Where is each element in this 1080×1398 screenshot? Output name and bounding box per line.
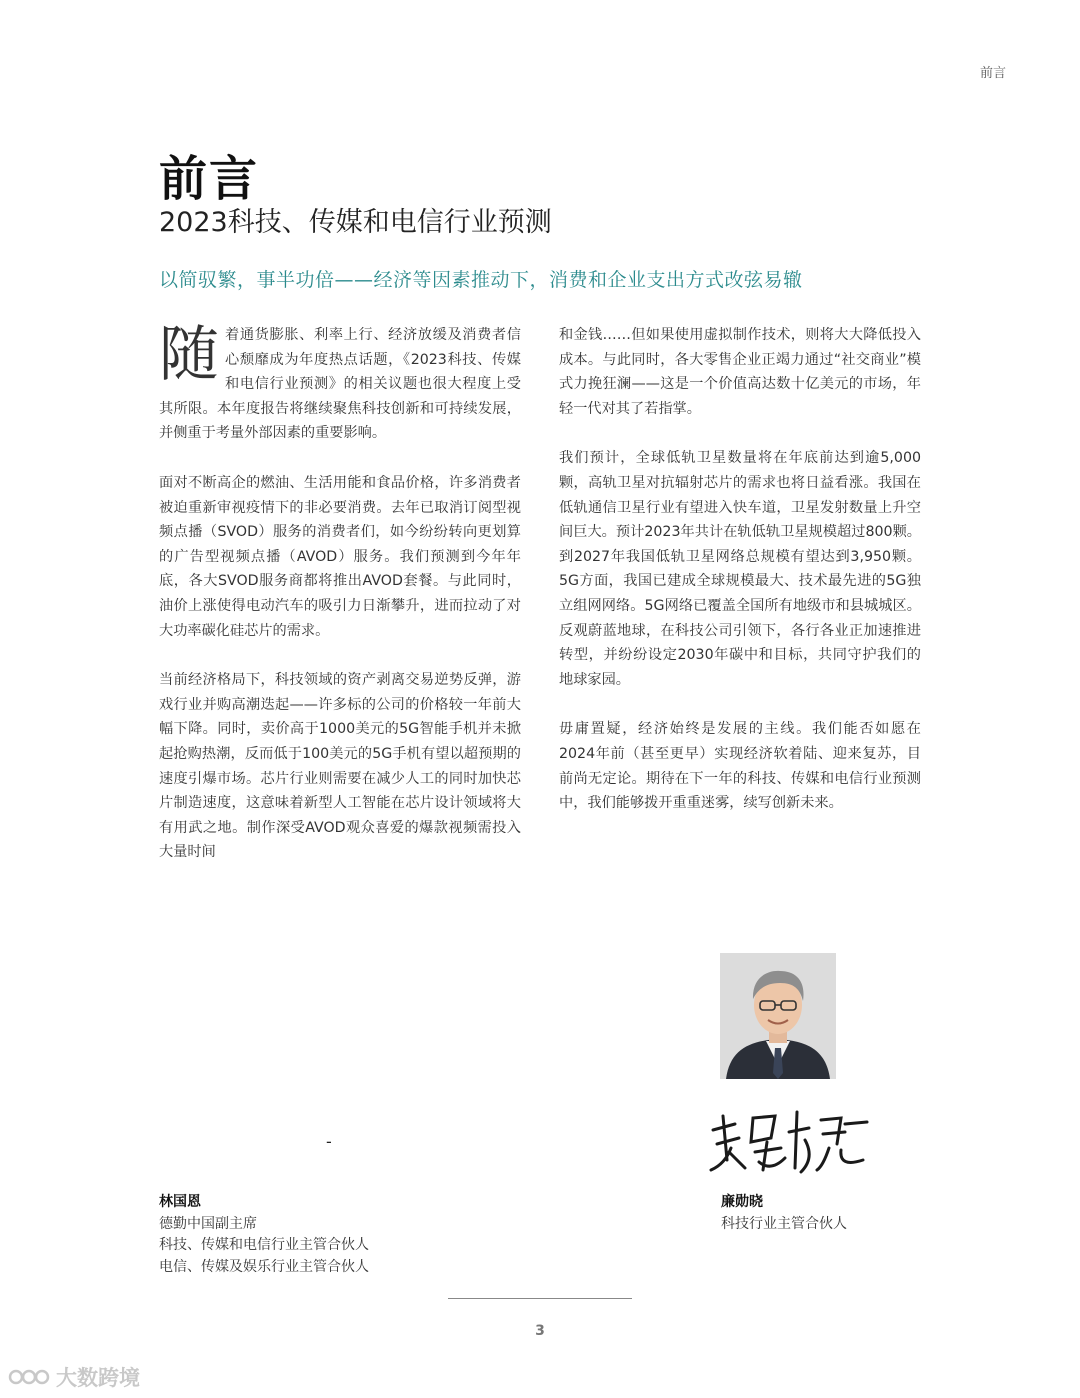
- signatory-name: 廉勋晓: [721, 1194, 763, 1210]
- paragraph: 和金钱……但如果使用虚拟制作技术，则将大大降低投入成本。与此同时，各大零售企业正竭力通过“社交商业”模式力挽狂澜——这是一个价值高达数十亿美元的市场，年轻一代对其了若指掌。: [559, 327, 921, 417]
- page-subtitle: 2023科技、传媒和电信行业预测: [159, 207, 552, 238]
- page-number: 3: [535, 1323, 545, 1339]
- left-column: [159, 320, 521, 890]
- portrait-illustration: [720, 953, 836, 1079]
- signatory-title: 德勤中国副主席: [159, 1215, 257, 1232]
- page-title: 前言: [159, 151, 260, 207]
- paragraph: [159, 320, 521, 446]
- paragraph: 毋庸置疑，经济始终是发展的主线。我们能否如愿在2024年前（甚至更早）实现经济软着陆、迎来复苏，目前尚无定论。期待在下一年的科技、传媒和电信行业预测中，我们能够拨开重重迷雾，续写创新未来。: [559, 721, 921, 812]
- paragraph: 我们预计，全球低轨卫星数量将在年底前达到逾5,000颗，高轨卫星对抗辐射芯片的需求也将日益看涨。我国在低轨通信卫星行业有望进入快车道，卫星发射数量上升空间巨大。预计2023年共计在轨低轨卫星规模超过800颗。到2027年我国低轨卫星网络总规模有望达到3,950颗。5G方面，我国已建成全球规模最大、技术最先进的5G独立组网网络。5G网络已覆盖全国所有地级市和县城城区。反观蔚蓝地球，在科技公司引领下，各行各业正加速推进转型，并纷纷设定2030年碳中和目标，共同守护我们的地球家园。: [559, 450, 921, 688]
- signatory-title: 科技、传媒和电信行业主管合伙人: [159, 1237, 369, 1253]
- watermark-logo-icon: [8, 1365, 52, 1389]
- right-column: [559, 323, 921, 841]
- signatory-title: 电信、传媒及娱乐行业主管合伙人: [159, 1258, 369, 1275]
- signatory-title: 科技行业主管合伙人: [721, 1215, 847, 1232]
- signatory-right: [721, 1192, 847, 1235]
- signature: [705, 1098, 875, 1178]
- drop-cap: 随: [159, 320, 219, 390]
- signature-mark-left: -: [326, 1132, 332, 1151]
- paragraph: 当前经济格局下，科技领域的资产剥离交易逆势反弹，游戏行业并购高潮迭起——许多标的公司的价格较一年前大幅下降。同时，卖价高于1000美元的5G智能手机并未掀起抢购热潮，反而低于100美元的5G手机有望以超预期的速度引爆市场。芯片行业则需要在减少人工的同时加快芯片制造速度，这意味着新型人工智能在芯片设计领域将大有用武之地。制作深受AVOD观众喜爱的爆款视频需投入大量时间: [159, 672, 521, 861]
- signatory-name: 林国恩: [159, 1194, 201, 1210]
- signatory-left: [159, 1192, 369, 1278]
- footer-divider: [448, 1298, 632, 1299]
- portrait-photo: [720, 953, 836, 1079]
- watermark-text: 大数跨境: [56, 1366, 140, 1390]
- paragraph: 面对不断高企的燃油、生活用能和食品价格，许多消费者被迫重新审视疫情下的非必要消费。去年已取消订阅型视频点播（SVOD）服务的消费者们，如今纷纷转向更划算的广告型视频点播（AVOD）服务。我们预测到今年年底，各大SVOD服务商都将推出AVOD套餐。与此同时，油价上涨使得电动汽车的吸引力日渐攀升，进而拉动了对大功率碳化硅芯片的需求。: [159, 474, 521, 639]
- tagline: 以简驭繁，事半功倍——经济等因素推动下，消费和企业支出方式改弦易辙: [159, 269, 803, 291]
- watermark: [8, 1362, 140, 1392]
- paragraph-text: 着通货膨胀、利率上行、经济放缓及消费者信心颓靡成为年度热点话题，《2023科技、传媒和电信行业预测》的相关议题也很大程度上受其所限。本年度报告将继续聚焦科技创新和可持续发展，并侧重于考量外部因素的重要影响。: [159, 327, 521, 442]
- running-head: 前言: [979, 66, 1006, 81]
